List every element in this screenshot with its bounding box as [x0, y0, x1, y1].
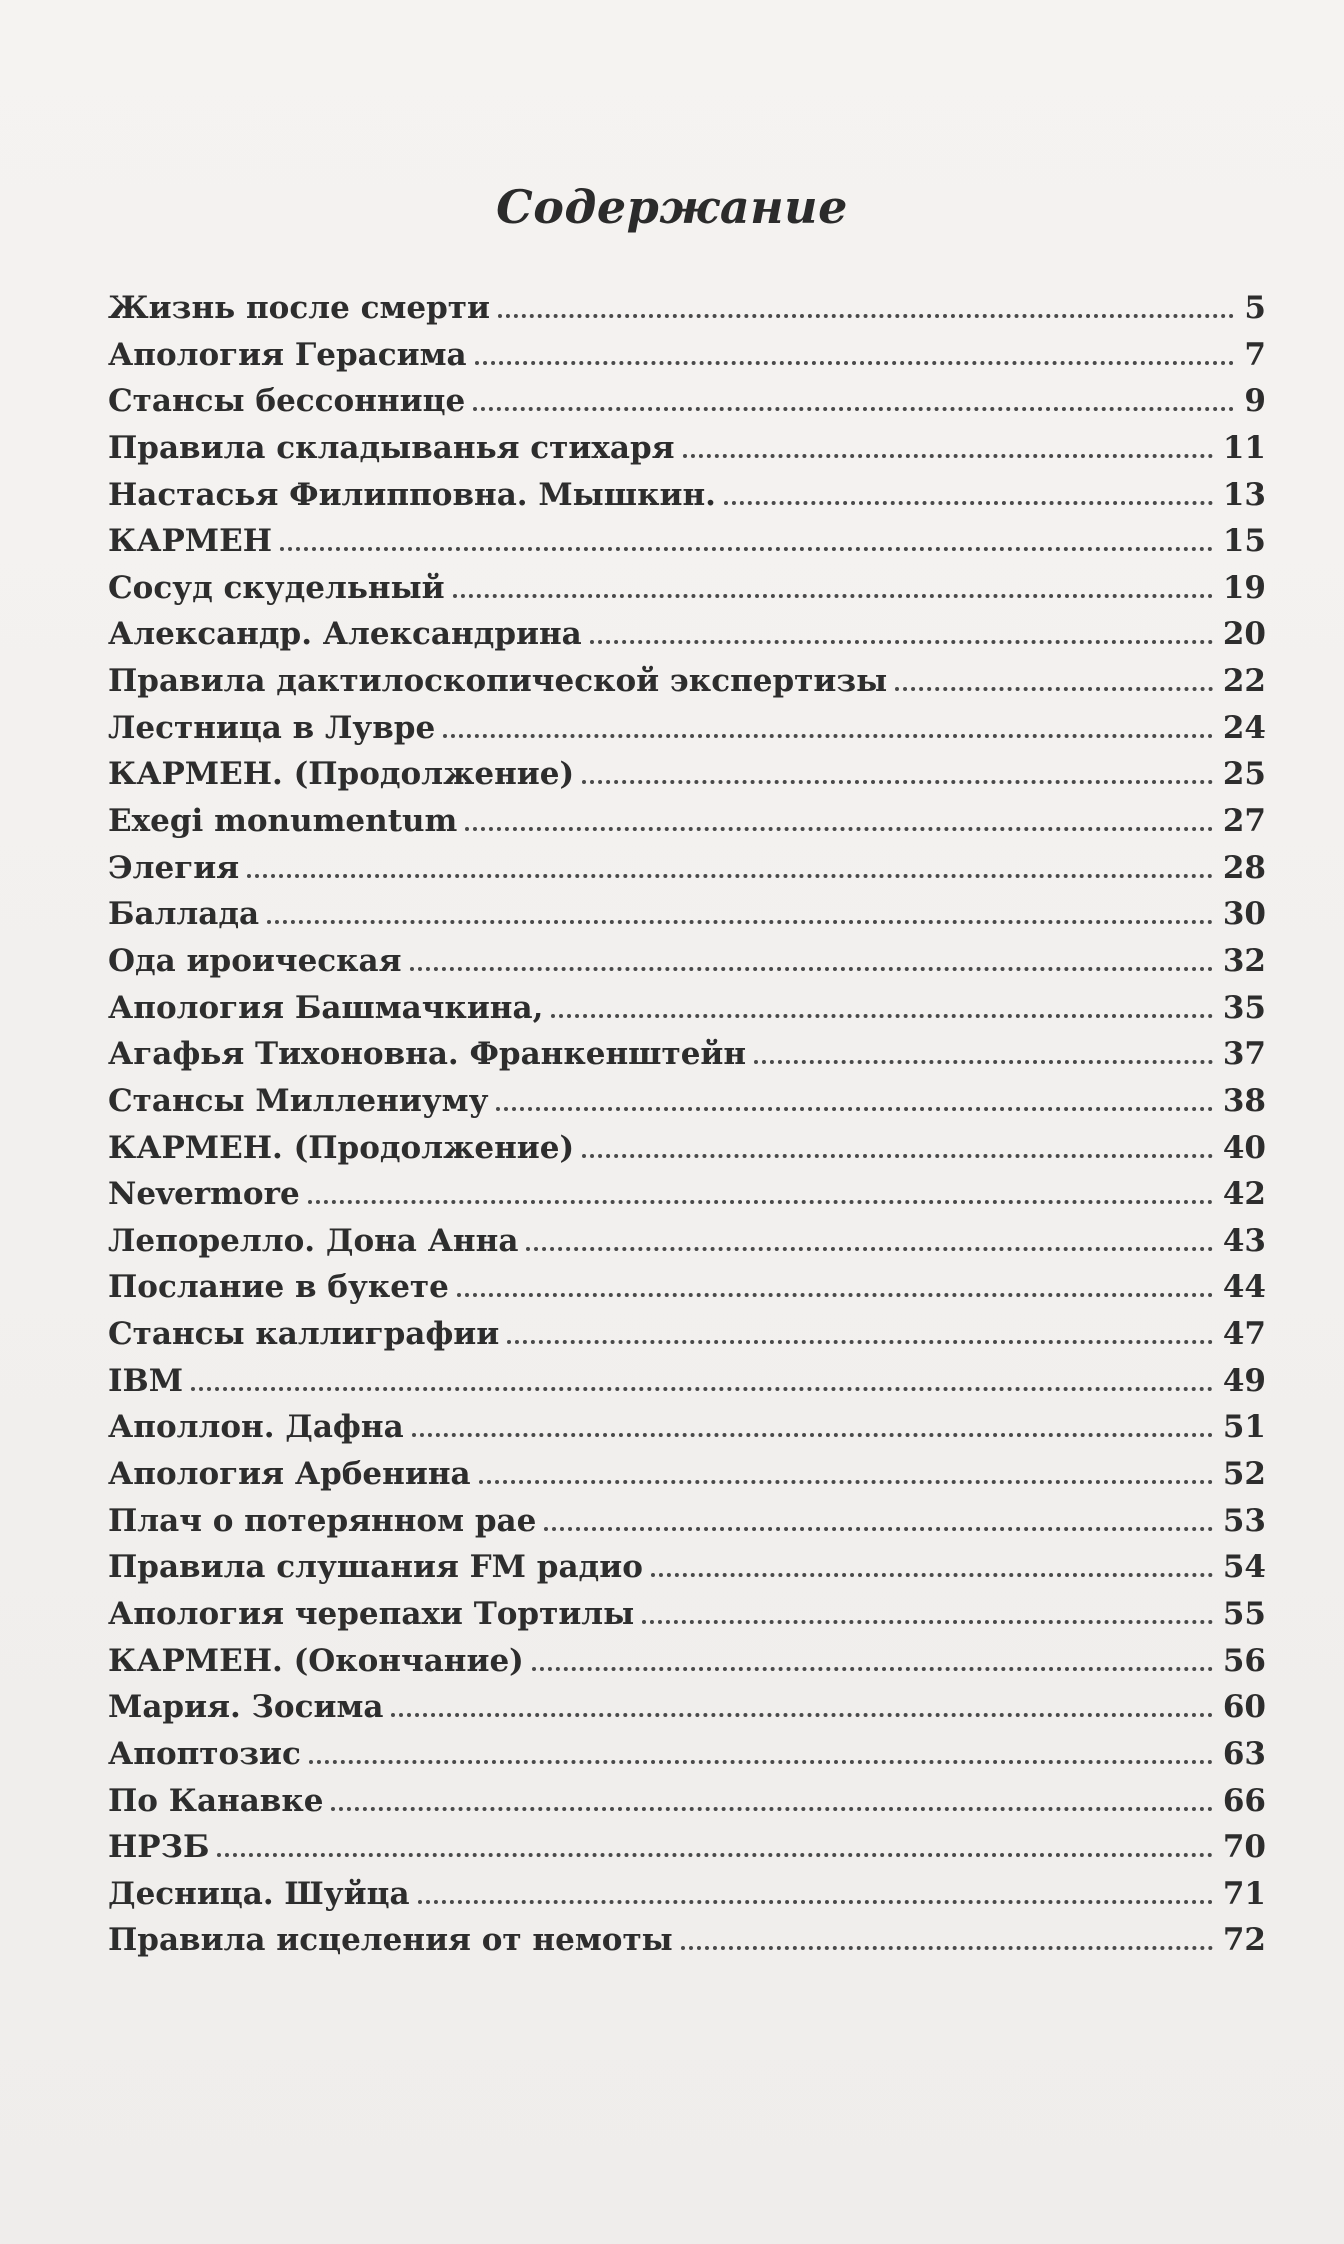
dot-leader — [582, 1154, 1213, 1158]
dot-leader — [410, 967, 1213, 971]
toc-entry-title: Плач о потерянном рае — [108, 1502, 537, 1539]
dot-leader — [642, 1620, 1213, 1624]
toc-entry — [108, 990, 1266, 1037]
toc-entry-title: Десница. Шуйца — [108, 1875, 410, 1912]
toc-entry — [108, 663, 1266, 710]
toc-entry-title: Послание в букете — [108, 1269, 449, 1306]
toc-entry-title: IBM — [108, 1362, 184, 1399]
toc-entry — [108, 1363, 1266, 1410]
dot-leader — [247, 874, 1213, 878]
toc-entry-title: КАРМЕН. (Продолжение) — [108, 756, 575, 793]
dot-leader — [453, 594, 1213, 598]
toc-entry — [108, 1130, 1266, 1177]
toc-entry — [108, 1176, 1266, 1223]
toc-entry-title: КАРМЕН. (Окончание) — [108, 1642, 524, 1679]
dot-leader — [651, 1573, 1213, 1577]
toc-entry-title: Стансы каллиграфии — [108, 1316, 500, 1353]
toc-entry-page-number: 71 — [1222, 1875, 1266, 1912]
toc-entry — [108, 1829, 1266, 1876]
toc-entry — [108, 1876, 1266, 1923]
toc-entry-page-number: 70 — [1222, 1829, 1266, 1866]
dot-leader — [683, 454, 1213, 458]
toc-entry — [108, 430, 1266, 477]
toc-entry — [108, 1269, 1266, 1316]
toc-entry-page-number: 47 — [1222, 1316, 1266, 1353]
toc-entry — [108, 570, 1266, 617]
toc-entry-title: Ода ироическая — [108, 942, 402, 979]
toc-entry-page-number: 42 — [1222, 1176, 1266, 1213]
toc-entry — [108, 850, 1266, 897]
toc-entry-page-number: 20 — [1222, 616, 1266, 653]
dot-leader — [267, 920, 1213, 924]
toc-entry-title: Апология Герасима — [108, 336, 467, 373]
toc-entry — [108, 1689, 1266, 1736]
toc-entry — [108, 1456, 1266, 1503]
toc-entry-page-number: 54 — [1222, 1549, 1266, 1586]
toc-entry-page-number: 11 — [1222, 429, 1266, 466]
toc-entry-title: КАРМЕН. (Продолжение) — [108, 1129, 575, 1166]
toc-entry-page-number: 27 — [1222, 803, 1266, 840]
toc-entry-title: Баллада — [108, 896, 260, 933]
page-title: Содержание — [496, 180, 848, 234]
toc-entry-page-number: 55 — [1222, 1595, 1266, 1632]
toc-entry-page-number: 60 — [1222, 1689, 1266, 1726]
toc-entry — [108, 943, 1266, 990]
toc-entry-title: НРЗБ — [108, 1829, 210, 1866]
dot-leader — [895, 687, 1213, 691]
toc-entry — [108, 290, 1266, 337]
toc-entry-title: Элегия — [108, 849, 240, 886]
toc-entry-title: Правила складыванья стихаря — [108, 429, 675, 466]
dot-leader — [217, 1853, 1212, 1857]
dot-leader — [754, 1060, 1213, 1064]
toc-entry — [108, 477, 1266, 524]
toc-entry-title: Апология Башмачкина, — [108, 989, 544, 1026]
dot-leader — [544, 1527, 1213, 1531]
toc-entry — [108, 1783, 1266, 1830]
toc-entry — [108, 1083, 1266, 1130]
dot-leader — [551, 1014, 1212, 1018]
toc-entry-page-number: 13 — [1222, 476, 1266, 513]
dot-leader — [309, 1760, 1213, 1764]
toc-entry-title: Nevermore — [108, 1176, 300, 1213]
dot-leader — [582, 780, 1213, 784]
toc-entry-title: Стансы бессоннице — [108, 383, 466, 420]
toc-entry — [108, 1223, 1266, 1270]
toc-entry-title: Жизнь после смерти — [108, 290, 490, 326]
toc-entry-title: По Канавке — [108, 1782, 324, 1819]
dot-leader — [590, 640, 1213, 644]
dot-leader — [308, 1200, 1213, 1204]
dot-leader — [191, 1387, 1213, 1391]
dot-leader — [280, 547, 1213, 551]
dot-leader — [532, 1667, 1213, 1671]
toc-entry-title: Стансы Миллениуму — [108, 1082, 489, 1119]
toc-entry-page-number: 38 — [1222, 1082, 1266, 1119]
dot-leader — [465, 827, 1213, 831]
toc-entry — [108, 1549, 1266, 1596]
toc-entry-page-number: 72 — [1222, 1922, 1266, 1959]
toc-entry — [108, 523, 1266, 570]
toc-entry — [108, 896, 1266, 943]
toc-entry-title: КАРМЕН — [108, 523, 272, 560]
dot-leader — [526, 1247, 1212, 1251]
toc-entry-page-number: 52 — [1222, 1456, 1266, 1493]
toc-entry-page-number: 49 — [1222, 1362, 1266, 1399]
toc-entry — [108, 756, 1266, 803]
toc-entry-page-number: 40 — [1222, 1129, 1266, 1166]
toc-entry — [108, 1922, 1266, 1969]
toc-entry-title: Лестница в Лувре — [108, 709, 436, 746]
dot-leader — [391, 1713, 1212, 1717]
toc-entry-page-number: 9 — [1244, 383, 1266, 420]
toc-entry — [108, 337, 1266, 384]
toc-entry-title: Правила исцеления от немоты — [108, 1922, 673, 1959]
toc-entry-page-number: 66 — [1222, 1782, 1266, 1819]
toc-entry-title: Сосуд скудельный — [108, 569, 445, 606]
toc-entry-title: Мария. Зосима — [108, 1689, 384, 1726]
dot-leader — [418, 1900, 1213, 1904]
dot-leader — [479, 1480, 1213, 1484]
toc-entry-page-number: 51 — [1222, 1409, 1266, 1446]
toc-entry-page-number: 15 — [1222, 523, 1266, 560]
toc-entry — [108, 1736, 1266, 1783]
dot-leader — [457, 1293, 1213, 1297]
toc-entry-page-number: 43 — [1222, 1222, 1266, 1259]
toc-entry-page-number: 63 — [1222, 1735, 1266, 1772]
toc-entry-page-number: 5 — [1244, 290, 1266, 326]
toc-entry-title: Апология Арбенина — [108, 1456, 471, 1493]
toc-entry-page-number: 35 — [1222, 989, 1266, 1026]
dot-leader — [475, 361, 1235, 365]
toc-entry — [108, 803, 1266, 850]
toc-entry-title: Агафья Тихоновна. Франкенштейн — [108, 1036, 747, 1073]
toc-entry — [108, 1036, 1266, 1083]
toc-entry — [108, 383, 1266, 430]
toc-entry — [108, 1409, 1266, 1456]
dot-leader — [496, 1107, 1212, 1111]
toc-entry-title: Александр. Александрина — [108, 616, 582, 653]
toc-entry — [108, 1596, 1266, 1643]
toc-entry-page-number: 37 — [1222, 1036, 1266, 1073]
toc-entry-title: Апология черепахи Тортилы — [108, 1595, 635, 1632]
toc-entry — [108, 1503, 1266, 1550]
toc-entry-title: Аполлон. Дафна — [108, 1409, 404, 1446]
toc-entry-title: Правила слушания FM радио — [108, 1549, 643, 1586]
dot-leader — [473, 407, 1234, 411]
toc-entry-title: Лепорелло. Дона Анна — [108, 1222, 519, 1259]
toc-entry-title: Exegi monumentum — [108, 803, 458, 840]
toc-entry-page-number: 44 — [1222, 1269, 1266, 1306]
toc-entry-page-number: 28 — [1222, 849, 1266, 886]
toc-entry-page-number: 30 — [1222, 896, 1266, 933]
toc-entry — [108, 1316, 1266, 1363]
toc-entry-title: Правила дактилоскопической экспертизы — [108, 663, 888, 700]
dot-leader — [412, 1433, 1213, 1437]
toc-entry — [108, 1643, 1266, 1690]
toc-entry-page-number: 56 — [1222, 1642, 1266, 1679]
dot-leader — [507, 1340, 1213, 1344]
toc-entry-page-number: 19 — [1222, 569, 1266, 606]
dot-leader — [681, 1946, 1213, 1950]
toc-entry-page-number: 7 — [1244, 336, 1266, 373]
toc-entry-page-number: 25 — [1222, 756, 1266, 793]
table-of-contents — [108, 290, 1266, 1969]
dot-leader — [498, 314, 1234, 318]
toc-entry — [108, 710, 1266, 757]
toc-entry-title: Настасья Филипповна. Мышкин. — [108, 476, 716, 513]
toc-entry-title: Апоптозис — [108, 1735, 301, 1772]
toc-entry-page-number: 53 — [1222, 1502, 1266, 1539]
dot-leader — [724, 501, 1213, 505]
dot-leader — [331, 1807, 1212, 1811]
toc-entry-page-number: 22 — [1222, 663, 1266, 700]
dot-leader — [443, 734, 1213, 738]
toc-entry-page-number: 24 — [1222, 709, 1266, 746]
toc-entry-page-number: 32 — [1222, 942, 1266, 979]
toc-entry — [108, 616, 1266, 663]
